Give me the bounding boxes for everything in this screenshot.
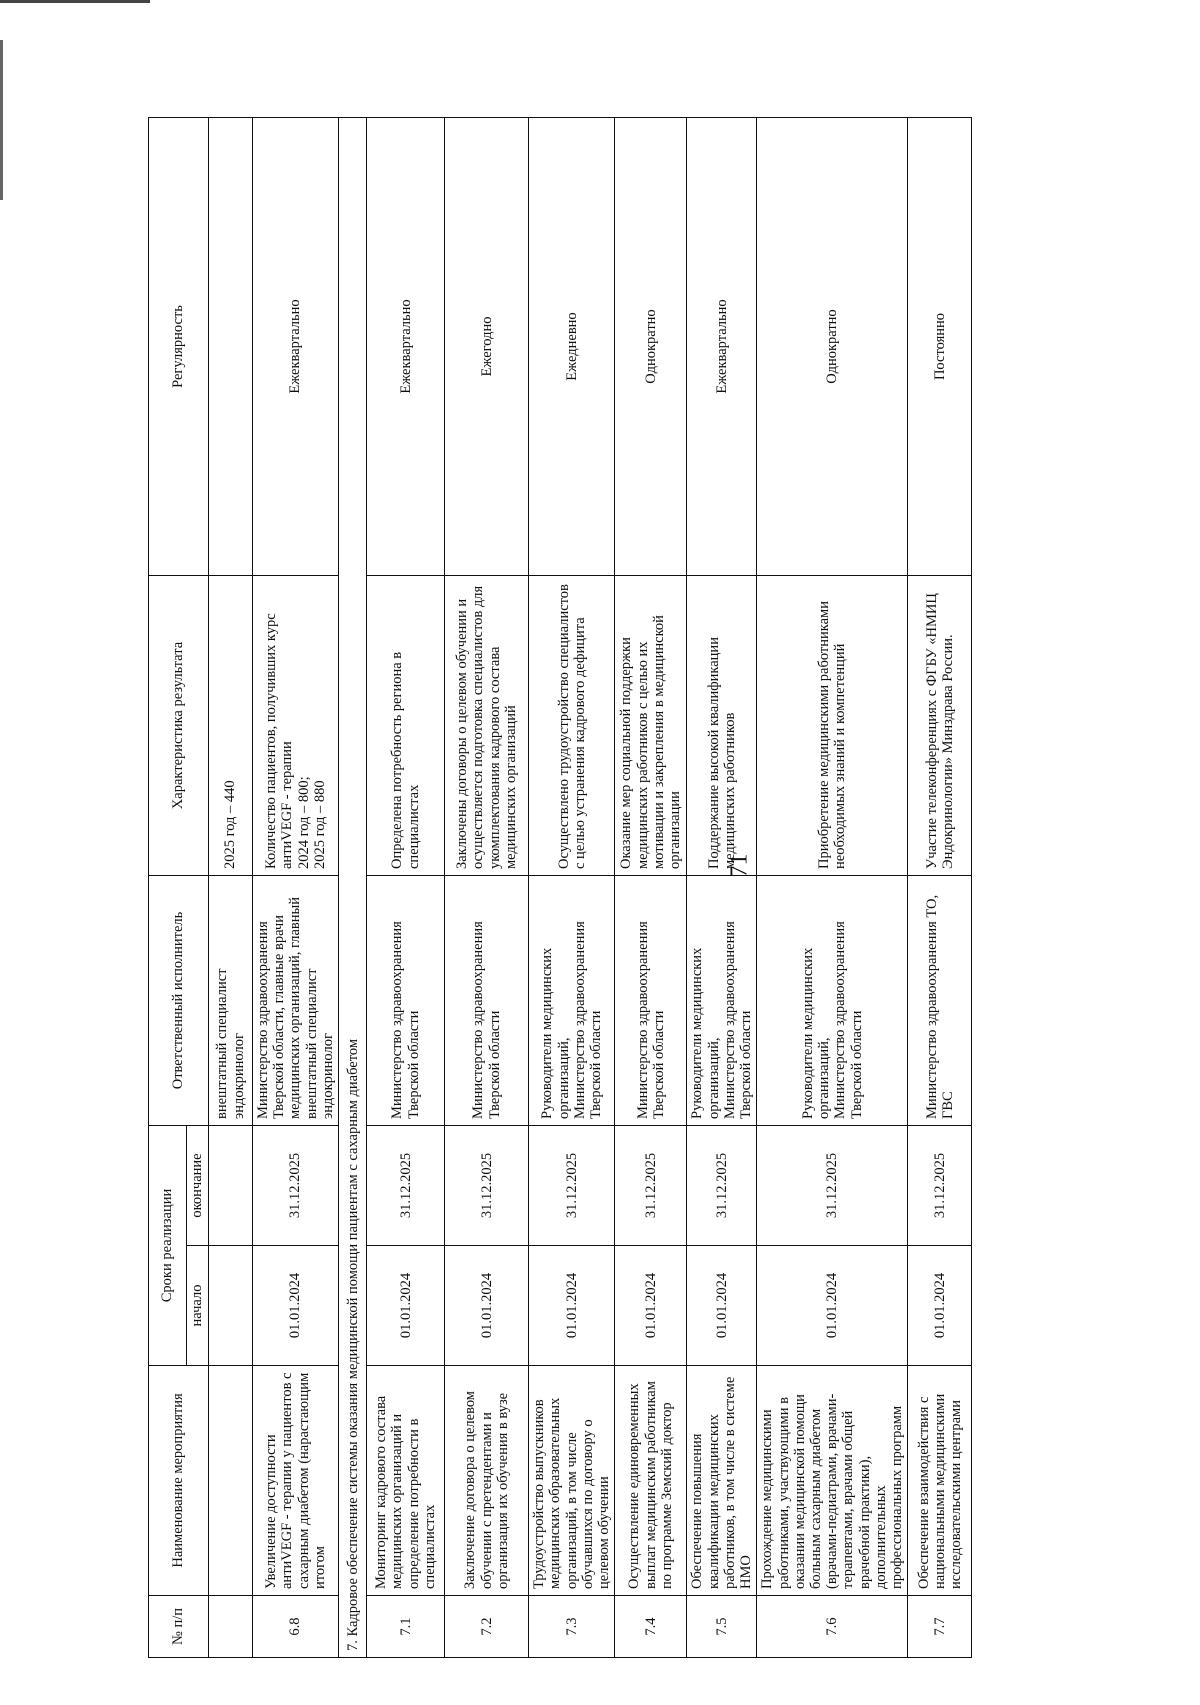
row-result: Заключены договоры о целевом обучении и осуществляется подготовка специалистов для укомплектования кадрового состава медицинских организаций: [445, 576, 529, 876]
row-start: 01.01.2024: [908, 1246, 972, 1366]
row-start: 01.01.2024: [445, 1246, 529, 1366]
row-num: 7.2: [445, 1596, 529, 1658]
row-name: Трудоустройство выпускников медицинских образовательных организаций, в том числе обучавшихся по договору о целевом обучении: [529, 1366, 615, 1596]
row-responsible: Министерство здравоохранения Тверской области: [615, 876, 687, 1126]
table-row: [367, 118, 445, 1658]
row-regularity: Однократно: [757, 118, 908, 576]
table-row: [908, 118, 972, 1658]
row-name: Увеличение доступности антиVEGF - терапии у пациентов с сахарным диабетом (нарастающим итогом: [253, 1366, 339, 1596]
row-end: 31.12.2025: [908, 1126, 972, 1246]
row-regularity: Ежеквартально: [687, 118, 757, 576]
table-row: [615, 118, 687, 1658]
row-num: 7.1: [367, 1596, 445, 1658]
row-start: 01.01.2024: [367, 1246, 445, 1366]
header-name: Наименование мероприятия: [149, 1366, 209, 1596]
section-title: 7. Кадровое обеспечение системы оказания медицинской помощи пациентам с сахарным диабетом: [339, 118, 367, 1658]
row-responsible: Руководители медицинских организаций, Министерство здравоохранения Тверской области: [687, 876, 757, 1126]
header-responsible: Ответственный исполнитель: [149, 876, 209, 1126]
carryover-responsible: внештатный специалист эндокринолог: [209, 876, 253, 1126]
row-responsible: Министерство здравоохранения ТО, ГВС: [908, 876, 972, 1126]
row-name: Обеспечение взаимодействия с национальными медицинскими исследовательскими центрами: [908, 1366, 972, 1596]
row-start: 01.01.2024: [687, 1246, 757, 1366]
row-result: Поддержание высокой квалификации медицинских работников: [687, 576, 757, 876]
row-regularity: Ежеквартально: [367, 118, 445, 576]
row-name: Обеспечение повышения квалификации медицинских работников, в том числе в системе НМО: [687, 1366, 757, 1596]
table-row: [445, 118, 529, 1658]
header-result: Характеристика результата: [149, 576, 209, 876]
row-start: 01.01.2024: [253, 1246, 339, 1366]
row-responsible: Министерство здравоохранения Тверской области, главные врачи медицинских организаций, главный внештатный специалист эндокринолог: [253, 876, 339, 1126]
scan-edge-mark-left: [0, 40, 3, 200]
row-num: 7.6: [757, 1596, 908, 1658]
row-end: 31.12.2025: [615, 1126, 687, 1246]
section-7-rows: [367, 118, 972, 1658]
row-regularity: Однократно: [615, 118, 687, 576]
section-row: [339, 118, 367, 1658]
header-end: окончание: [187, 1126, 209, 1246]
row-end: 31.12.2025: [445, 1126, 529, 1246]
rotated-table-container: [148, 118, 1200, 1658]
row-name: Прохождение медицинскими работниками, участвующими в оказании медицинской помощи больным сахарным диабетом (врачами-педиатрами, врачами-терапевтами, врачами общей врачебной практики), дополнительных профессиональных программ: [757, 1366, 908, 1596]
row-num: 7.7: [908, 1596, 972, 1658]
row-name: Мониторинг кадрового состава медицинских организаций и определение потребности в специалистах: [367, 1366, 445, 1596]
row-end: 31.12.2025: [367, 1126, 445, 1246]
row-num: 6.8: [253, 1596, 339, 1658]
row-result: Осуществлено трудоустройство специалистов с целью устранения кадрового дефицита: [529, 576, 615, 876]
row-regularity: Ежеквартально: [253, 118, 339, 576]
row-regularity: Ежедневно: [529, 118, 615, 576]
header-regularity: Регулярность: [149, 118, 209, 576]
row-end: 31.12.2025: [529, 1126, 615, 1246]
carryover-result: 2025 год – 440: [209, 576, 253, 876]
row-name: Осуществление единовременных выплат медицинским работникам по программе Земский доктор: [615, 1366, 687, 1596]
table-row-6-8: [253, 118, 339, 1658]
table-row: [687, 118, 757, 1658]
header-terms: Сроки реализации: [149, 1126, 187, 1366]
row-result: Участие телеконференциях с ФГБУ «НМИЦ Эндокринологии» Минздрава России.: [908, 576, 972, 876]
row-start: 01.01.2024: [529, 1246, 615, 1366]
row-end: 31.12.2025: [757, 1126, 908, 1246]
table-row: [757, 118, 908, 1658]
row-result: Приобретение медицинскими работниками необходимых знаний и компетенций: [757, 576, 908, 876]
row-name: Заключение договора о целевом обучении с претендентами и организация их обучения в вузе: [445, 1366, 529, 1596]
table-row: [529, 118, 615, 1658]
row-start: 01.01.2024: [757, 1246, 908, 1366]
row-regularity: Ежегодно: [445, 118, 529, 576]
row-result: Количество пациентов, получивших курс антиVEGF - терапии 2024 год – 800; 2025 год – 880: [253, 576, 339, 876]
header-start: начало: [187, 1246, 209, 1366]
row-result: Определена потребность региона в специалистах: [367, 576, 445, 876]
page-number: 71: [726, 853, 753, 878]
row-responsible: Министерство здравоохранения Тверской области: [367, 876, 445, 1126]
carryover-row: [209, 118, 253, 1658]
row-num: 7.3: [529, 1596, 615, 1658]
row-end: 31.12.2025: [253, 1126, 339, 1246]
row-result: Оказание мер социальной поддержки медицинских работников с целью их мотивации и закрепления в медицинской организации: [615, 576, 687, 876]
row-start: 01.01.2024: [615, 1246, 687, 1366]
row-responsible: Министерство здравоохранения Тверской области: [445, 876, 529, 1126]
row-responsible: Руководители медицинских организаций, Министерство здравоохранения Тверской области: [529, 876, 615, 1126]
scan-edge-mark: [0, 0, 150, 3]
row-num: 7.4: [615, 1596, 687, 1658]
row-responsible: Руководители медицинских организаций, Министерство здравоохранения Тверской области: [757, 876, 908, 1126]
row-num: 7.5: [687, 1596, 757, 1658]
header-num: № п/п: [149, 1596, 209, 1658]
row-regularity: Постоянно: [908, 118, 972, 576]
plan-table: [148, 117, 972, 1658]
row-end: 31.12.2025: [687, 1126, 757, 1246]
